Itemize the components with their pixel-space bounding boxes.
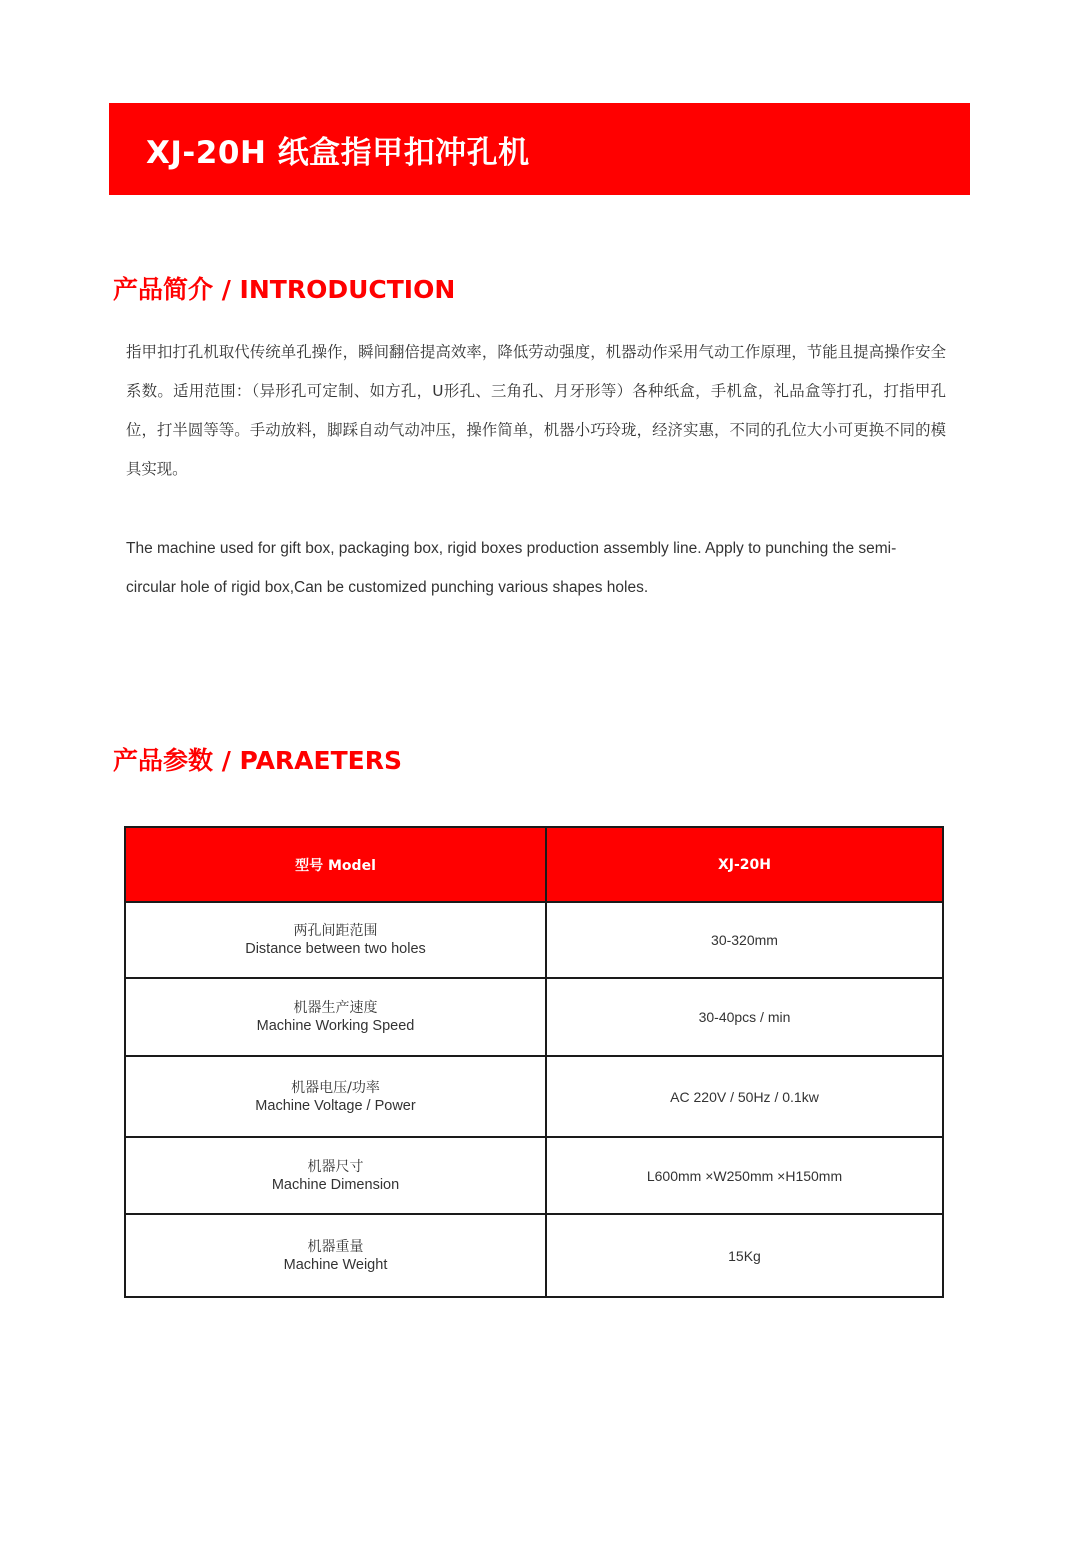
introduction-text-en: The machine used for gift box, packaging box, rigid boxes production assembly line. Apply to punching the semi-circular hole of rigid box,Can be customized punching various shapes holes. (126, 540, 897, 596)
row-label-cell (125, 978, 546, 1056)
row-label-cell (125, 1214, 546, 1297)
table-row (125, 1214, 943, 1297)
row-value-cell: L600mm ×W250mm ×H150mm (546, 1137, 943, 1214)
row-label-en: Distance between two holes (245, 941, 426, 957)
row-label-en: Machine Working Speed (256, 1018, 415, 1034)
row-label-en: Machine Weight (283, 1256, 388, 1273)
table-header-row (125, 827, 943, 902)
page-title: XJ-20H 纸盒指甲扣冲孔机 (146, 134, 530, 171)
table-row (125, 1056, 943, 1137)
row-value-cell: 15Kg (546, 1214, 943, 1297)
row-label-cn: 机器重量 (307, 1238, 364, 1255)
introduction-heading: 产品简介 / INTRODUCTION (113, 275, 456, 304)
row-value-cell: 30-320mm (546, 902, 943, 978)
row-label-cell (125, 1137, 546, 1214)
row-label-cn: 两孔间距范围 (293, 923, 378, 939)
header-label-cell: 型号 Model (125, 827, 546, 902)
row-label-en: Machine Voltage / Power (255, 1097, 416, 1114)
table-row (125, 902, 943, 978)
row-label-cn: 机器生产速度 (293, 1000, 378, 1016)
parameters-table (124, 826, 944, 1298)
row-label-cell (125, 1056, 546, 1137)
table-row (125, 1137, 943, 1214)
row-label-en: Machine Dimension (271, 1176, 400, 1193)
row-label-cn: 机器电压/功率 (291, 1079, 380, 1096)
row-label-cn: 机器尺寸 (307, 1158, 364, 1175)
row-label-cell (125, 902, 546, 978)
row-value-cell: 30-40pcs / min (546, 978, 943, 1056)
introduction-text-cn: 指甲扣打孔机取代传统单孔操作，瞬间翻倍提高效率，降低劳动强度，机器动作采用气动工作原理，节能且提高操作安全系数。适用范围：（异形孔可定制、如方孔，U形孔、三角孔、月牙形等）各种纸盒，手机盒，礼品盒等打孔，打指甲孔位，打半圆等等。手动放料，脚踩自动气动冲压，操作简单，机器小巧玲珑，经济实惠，不同的孔位大小可更换不同的模具实现。 (126, 343, 946, 478)
table-row (125, 978, 943, 1056)
title-banner (109, 103, 970, 195)
parameters-heading: 产品参数 / PARAETERS (113, 746, 402, 775)
header-value-cell: XJ-20H (546, 827, 943, 902)
row-value-cell: AC 220V / 50Hz / 0.1kw (546, 1056, 943, 1137)
